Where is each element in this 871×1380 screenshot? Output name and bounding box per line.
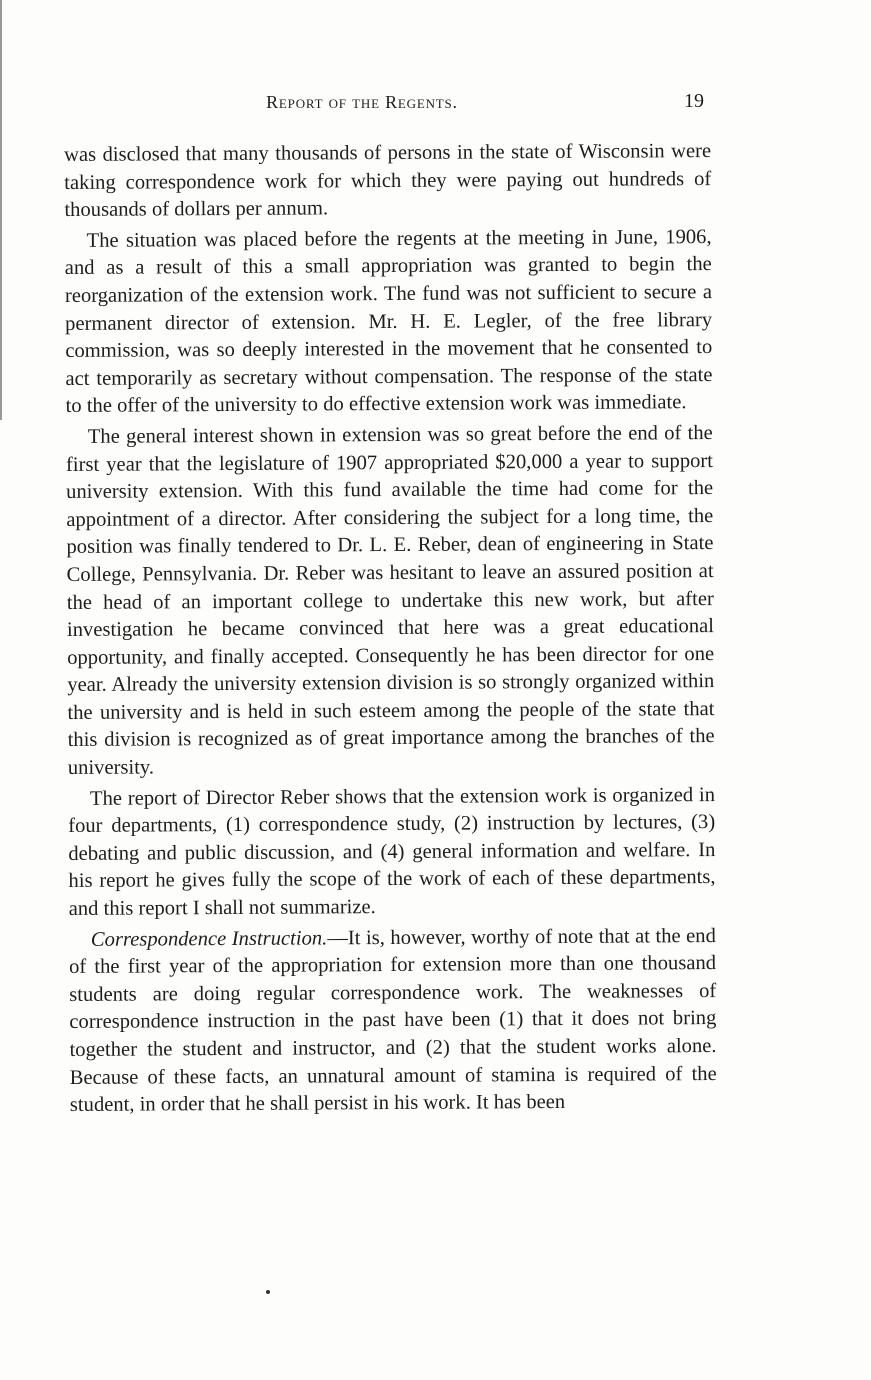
paragraph-correspondence-instruction [69,923,717,1120]
paragraph-situation: The situation was placed before the regents at the meeting in June, 1906, and as a result of this a small appropriation was granted to begin the reorganization of the extension work. The fund was not sufficient to secure a permanent director of extension. Mr. H. E. Legler, of the free library commission, was so deeply interested in the movement that he consented to act temporarily as secretary without compensation. The response of the state to the offer of the university to do effective extension work was immediate. [64,225,713,418]
page-edge-shadow [0,0,2,420]
page-header [62,88,712,118]
body-text [64,138,717,1123]
ink-speck [266,1290,270,1294]
section-lead-heading: Correspondence Instruction. [90,927,328,951]
section-lead-body: —It is, however, worthy of note that at the end of the first year of the appropriation for extension more than one thousand students are doing regular correspondence work. The weaknesses of correspondence instruction in the past have been (1) that it does not bring together the student and instructor, and (2) that the student works alone. Because of these facts, an unnatural amount of stamina is required of the student, in order that he shall persist in his work. It has been [68,924,717,1117]
paragraph-director-report: The report of Director Reber shows that the extension work is organized in four departments, (1) correspondence study, (2) instruction by lectures, (3) debating and public discussion, and (4) general information and welfare. In his report he gives fully the scope of the work of each of these departments, and this report I shall not summarize. [68,783,716,921]
paragraph-general-interest: The general interest shown in extension was so great before the end of the first year that the legislature of 1907 appropriated $20,000 a year to support university extension. With this fund available the time had come for the appointment of a director. After considering the subject for a long time, the position was finally tendered to Dr. L. E. Reber, dean of engineering in State College, Pennsylvania. Dr. Reber was hesitant to leave an assured position at the head of an important college to undertake this new work, but after investigation he became convinced that here was a great educational opportunity, and finally accepted. Consequently he has been director for one year. Already the university extension division is so strongly organized within the university and is held in such esteem among the people of the state that this division is recognized as of great importance among the branches of the university. [65,421,715,780]
page-number: 19 [684,90,704,112]
running-head: Report of the Regents. [266,92,458,112]
paragraph-continued: was disclosed that many thousands of persons in the state of Wisconsin were taking correspondence work for which they were paying out hundreds of thousands of dollars per annum. [64,140,712,222]
